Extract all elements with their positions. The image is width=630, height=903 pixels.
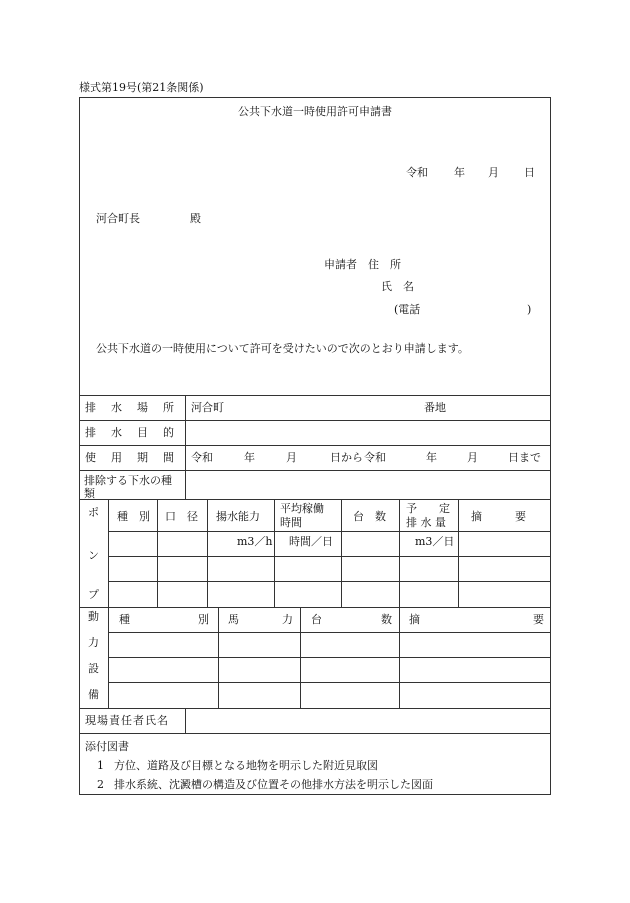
- attachments-title: 添付図書: [85, 740, 129, 753]
- location-number: 番地: [424, 401, 446, 414]
- pump-header-planned: 予 定: [406, 502, 450, 515]
- supervisor-label: 現場責任者氏名: [85, 714, 169, 727]
- pump-side-label-1: ポ: [88, 506, 99, 519]
- pump-side-label-3: プ: [88, 588, 99, 601]
- power-side-label-1: 動: [88, 610, 99, 623]
- attachment-2-text: 排水系統、沈澱槽の構造及び位置その他排水方法を明示した図面: [114, 778, 433, 791]
- address-label: 住 所: [368, 258, 401, 271]
- phone-label: (電話: [394, 303, 421, 316]
- pump-unit-capacity: m3／h: [237, 535, 273, 548]
- pump-header-count: 台 数: [353, 510, 386, 523]
- power-header-count: 台: [311, 613, 322, 626]
- request-statement: 公共下水道の一時使用について許可を受けたいので次のとおり申請します。: [96, 342, 469, 355]
- pump-header-diameter: 口 径: [165, 510, 198, 523]
- name-label: 氏 名: [381, 280, 414, 293]
- applicant-label: 申請者: [324, 258, 357, 271]
- pump-header-avg-hours: 平均稼働: [280, 502, 324, 515]
- attachment-1-num: 1: [97, 759, 104, 772]
- period-label: 使用期間: [85, 451, 189, 464]
- pump-unit-planned: m3／日: [415, 535, 455, 548]
- power-header-horsepower: 馬: [228, 613, 239, 626]
- pump-unit-hours: 時間／日: [289, 535, 333, 548]
- power-side-label-3: 設: [88, 662, 99, 675]
- power-header-type: 種: [119, 613, 130, 626]
- form-number: 様式第19号(第21条関係): [79, 81, 204, 94]
- power-header-remarks: 摘: [409, 613, 420, 626]
- pump-header-remarks: 摘 要: [471, 510, 526, 523]
- power-side-label-2: 力: [88, 636, 99, 649]
- attachment-1-text: 方位、道路及び目標となる地物を明示した附近見取図: [114, 759, 378, 772]
- pump-side-label-2: ン: [88, 549, 99, 562]
- sewage-type-label: 排除する下水の種類: [84, 474, 172, 500]
- location-town: 河合町: [191, 401, 224, 414]
- application-form: [79, 97, 551, 795]
- pump-header-capacity: 揚水能力: [216, 510, 260, 523]
- purpose-label: 排水目的: [85, 426, 189, 439]
- attachment-2-num: 2: [97, 778, 104, 791]
- form-title: 公共下水道一時使用許可申請書: [238, 105, 392, 118]
- pump-header-type: 種 別: [117, 510, 150, 523]
- power-side-label-4: 備: [88, 688, 99, 701]
- location-label: 排水場所: [85, 401, 189, 414]
